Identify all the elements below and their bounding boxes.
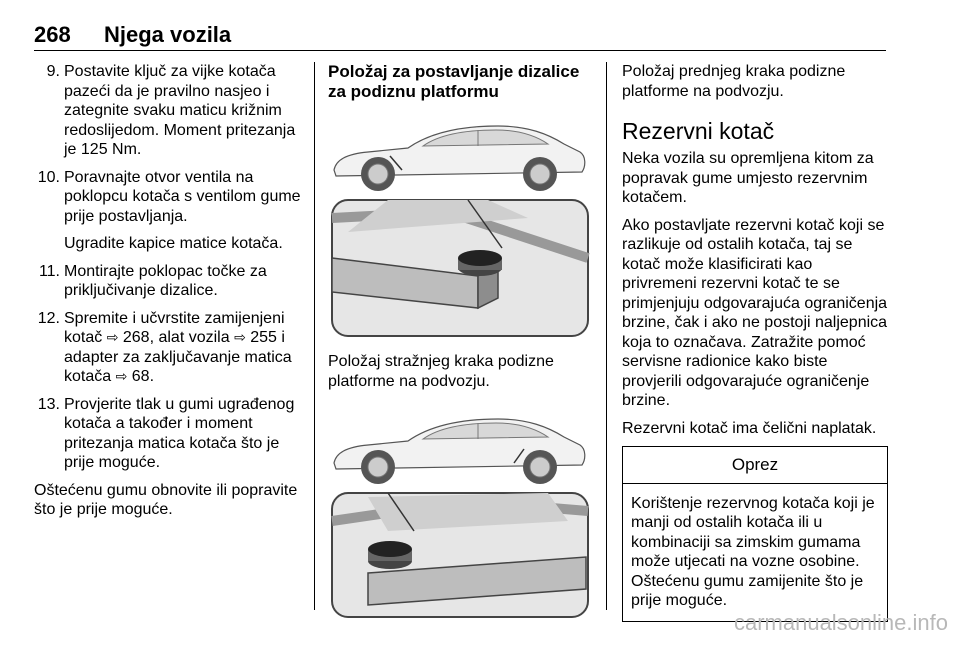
car-underbody-illustration	[328, 108, 590, 340]
spare-wheel-paragraph-2: Ako postavljate rezervni kotač koji se razlikuje od ostalih kotača, taj se kotač može klasificirati kao privremeni rezervni kotač te se primjenjuju odgovarajuća ograničenja brzine, čak i ako ne postoji naljepnica koja to označava. Zatražite pomoć servisne radionice kako biste provjerili odgovarajuće ograničenje brzine.	[622, 216, 888, 409]
column-divider	[314, 62, 315, 610]
left-column	[34, 62, 302, 528]
page-number: 268	[34, 22, 71, 47]
front-lift-point-figure	[328, 401, 590, 637]
car-side-icon	[334, 419, 585, 484]
car-side-icon	[334, 126, 585, 191]
spare-wheel-paragraph-3: Rezervni kotač ima čelični naplatak.	[622, 419, 877, 437]
rear-lift-caption: Položaj stražnjeg kraka podizne platforme na podvozju.	[328, 353, 554, 390]
step-number: 10.	[37, 168, 60, 186]
step-number: 13.	[37, 395, 60, 413]
closing-paragraph: Oštećenu gumu obnovite ili popravite što je prije moguće.	[34, 481, 298, 518]
step-text: Postavite ključ za vijke kotača pazeći da je pravilno nasjeo i zategnite svaku maticu križnim redoslijedom. Moment pritezanja je 125 Nm.	[64, 63, 296, 158]
step-extra-text: Ugradite kapice matice kotača.	[64, 235, 283, 252]
step-text: Montirajte poklopac točke za priključivanje dizalice.	[64, 262, 267, 299]
page-ref-link[interactable]: 255	[250, 329, 277, 346]
caution-title: Oprez	[623, 447, 887, 484]
right-column	[622, 62, 888, 622]
step-13	[34, 395, 302, 473]
watermark: carmanualsonline.info	[733, 610, 948, 635]
page-ref-icon: ⇨	[115, 368, 128, 384]
column-divider	[606, 62, 607, 610]
rear-lift-point-figure	[328, 108, 590, 344]
step-text: Poravnajte otvor ventila na poklopcu kotača s ventilom gume prije postavljanja.	[64, 168, 301, 225]
page-title: Njega vozila	[104, 22, 232, 47]
page-ref-link[interactable]: 68	[131, 368, 150, 385]
page-ref-icon: ⇨	[234, 329, 246, 345]
page-ref-icon: ⇨	[106, 329, 119, 345]
caution-text: Korištenje rezervnog kotača koji je manji od ostalih kotača ili u kombinaciji sa zimskim gumama može utjecati na vozne osobine. Oštećenu gumu zamijenite što je prije moguće.	[631, 494, 875, 609]
step-text: Provjerite tlak u gumi ugrađenog kotača a također i moment pritezanja matica kotača što je prije moguće.	[64, 395, 295, 471]
spare-wheel-paragraph-1: Neka vozila su opremljena kitom za popravak gume umjesto rezervnim kotačem.	[622, 150, 874, 206]
step-11	[34, 262, 302, 301]
section-heading-spare-wheel: Rezervni kotač	[622, 118, 775, 144]
middle-column	[328, 62, 590, 645]
step-12	[34, 309, 302, 387]
step-number: 9.	[46, 63, 60, 80]
step-text: Spremite i učvrstite zamijenjeni kotač ⇨ 268, alat vozila ⇨ 255 i adapter za zaključavanje matica kotača ⇨ 68.	[64, 309, 292, 385]
step-number: 11.	[38, 262, 60, 280]
page-ref-link[interactable]: 268	[122, 329, 150, 346]
car-underbody-illustration	[328, 401, 590, 621]
section-heading-lift-points: Položaj za postavljanje dizalice za podiznu platformu	[328, 62, 580, 101]
front-lift-caption: Položaj prednjeg kraka podizne platforme na podvozju.	[622, 63, 846, 100]
step-10	[34, 168, 302, 254]
caution-box	[622, 446, 888, 622]
step-number: 12.	[37, 309, 60, 327]
step-9	[34, 62, 302, 160]
page-header	[34, 18, 886, 51]
